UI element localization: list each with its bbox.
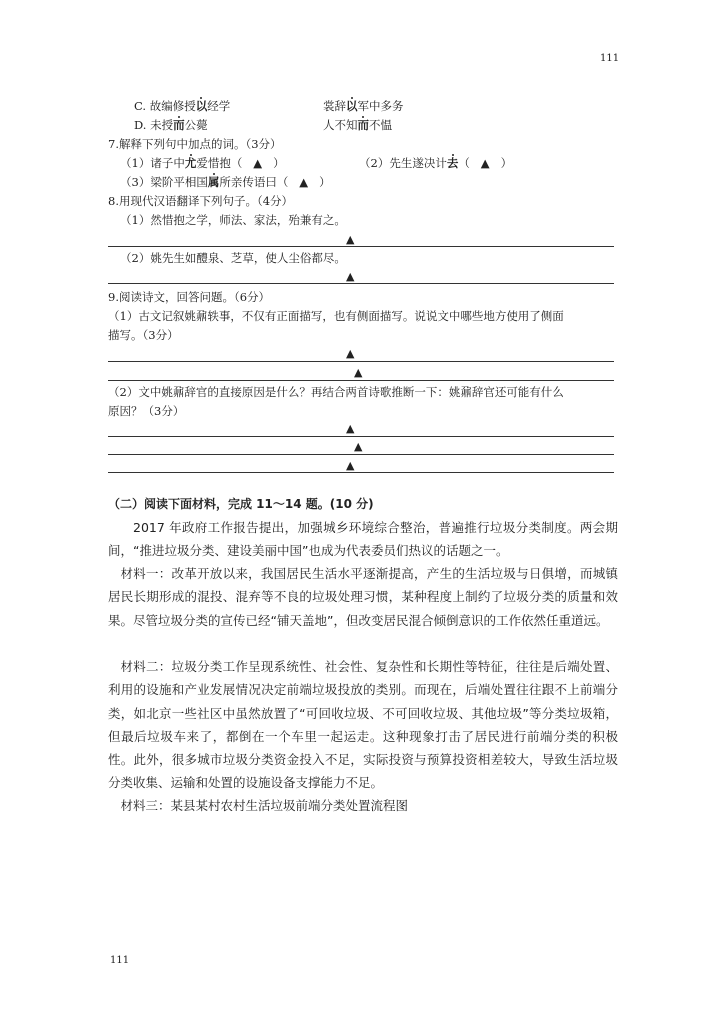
q9-part-2-line-b: 原因？（3分） — [108, 404, 185, 418]
answer-mark: ▲ — [346, 233, 355, 246]
answer-mark: ▲ — [346, 459, 355, 472]
answer-line[interactable] — [108, 472, 614, 473]
q9-part-1-line-b: 描写。（3分） — [108, 328, 179, 342]
answer-mark: ▲ — [346, 270, 355, 283]
dotted-char: 属 — [207, 175, 220, 189]
q6-option-c-left: C. 故编修授以经学 — [134, 99, 231, 113]
answer-mark: ▲ — [299, 175, 309, 189]
q6-option-c-right: 裳辞以军中多务 — [323, 99, 404, 113]
answer-line[interactable] — [108, 283, 614, 284]
answer-line[interactable] — [108, 246, 614, 247]
page-number-top: 111 — [600, 53, 620, 64]
answer-mark: ▲ — [354, 440, 363, 453]
dotted-char: 尤 — [184, 156, 197, 170]
dotted-char: 而 — [357, 118, 369, 132]
answer-line[interactable] — [108, 454, 614, 455]
answer-mark: ▲ — [480, 156, 490, 170]
section-2-intro: 2017 年政府工作报告提出，加强城乡环境综合整治，普遍推行垃圾分类制度。两会期间，“推进垃圾分类、建设美丽中国”也成为代表委员们热议的话题之一。 — [108, 520, 618, 559]
q9-part-2-line-a: （2）文中姚鼐辞官的直接原因是什么？再结合两首诗歌推断一下：姚鼐辞官还可能有什么 — [108, 385, 564, 399]
dotted-char: 以 — [195, 99, 208, 113]
dotted-char: 去 — [446, 156, 459, 170]
answer-mark: ▲ — [346, 347, 355, 360]
q8-title: 8.用现代汉语翻译下列句子。（4分） — [108, 194, 294, 208]
q8-sentence-1: （1）然惜抱之学，师法、家法，殆兼有之。 — [120, 213, 346, 227]
q9-part-1-line-a: （1）古文记叙姚鼐轶事，不仅有正面描写，也有侧面描写。说说文中哪些地方使用了侧面 — [108, 309, 564, 323]
answer-line[interactable] — [108, 436, 614, 437]
material-1: 材料一：改革开放以来，我国居民生活水平逐渐提高，产生的生活垃圾与日俱增，而城镇居民长期形成的混投、混弃等不良的垃圾处理习惯，某种程度上制约了垃圾分类的质量和效果。尽管垃圾分类的宣传已经“铺天盖地”，但改变居民混合倾倒意识的工作依然任重道远。 — [108, 566, 618, 628]
answer-mark: ▲ — [346, 422, 355, 435]
q9-title: 9.阅读诗文，回答问题。（6分） — [108, 290, 271, 304]
answer-mark: ▲ — [253, 156, 263, 170]
q7-item-3: （3）梁阶平相国属所亲传语曰（ ▲ ） — [120, 175, 331, 189]
section-2-heading: （二）阅读下面材料，完成 11～14 题。(10 分) — [108, 497, 374, 511]
q6-option-d-left: D. 未授而公薨 — [134, 118, 208, 132]
q7-item-1: （1）诸子中尤爱惜抱（ ▲ ） — [120, 156, 285, 170]
answer-line[interactable] — [108, 380, 614, 381]
dotted-char: 以 — [346, 99, 358, 113]
material-2: 材料二：垃圾分类工作呈现系统性、社会性、复杂性和长期性等特征，往往是后端处置、利用的设施和产业发展情况决定前端垃圾投放的类别。而现在，后端处置往往跟不上前端分类，如北京一些社区中虽然放置了“可回收垃圾、不可回收垃圾、其他垃圾”等分类垃圾箱，但最后垃圾车来了，都倒在一个车里一起运走。这种现象打击了居民进行前端分类的积极性。此外，很多城市垃圾分类资金投入不足，实际投资与预算投资相差较大，导致生活垃圾分类收集、运输和处置的设施设备支撑能力不足。 — [108, 659, 618, 791]
material-3-caption: 材料三：某县某村农村生活垃圾前端分类处置流程图 — [120, 798, 409, 813]
q8-sentence-2: （2）姚先生如醴泉、芝草，使人尘俗都尽。 — [120, 251, 346, 265]
dotted-char: 而 — [173, 118, 185, 132]
q6-option-d-right: 人不知而不愠 — [323, 118, 392, 132]
answer-line[interactable] — [108, 361, 614, 362]
q7-title: 7.解释下列句中加点的词。（3分） — [108, 137, 282, 151]
q7-item-2: （2）先生遂决计去（ ▲ ） — [359, 156, 513, 170]
page-number-bottom: 111 — [110, 955, 130, 966]
answer-mark: ▲ — [354, 366, 363, 379]
